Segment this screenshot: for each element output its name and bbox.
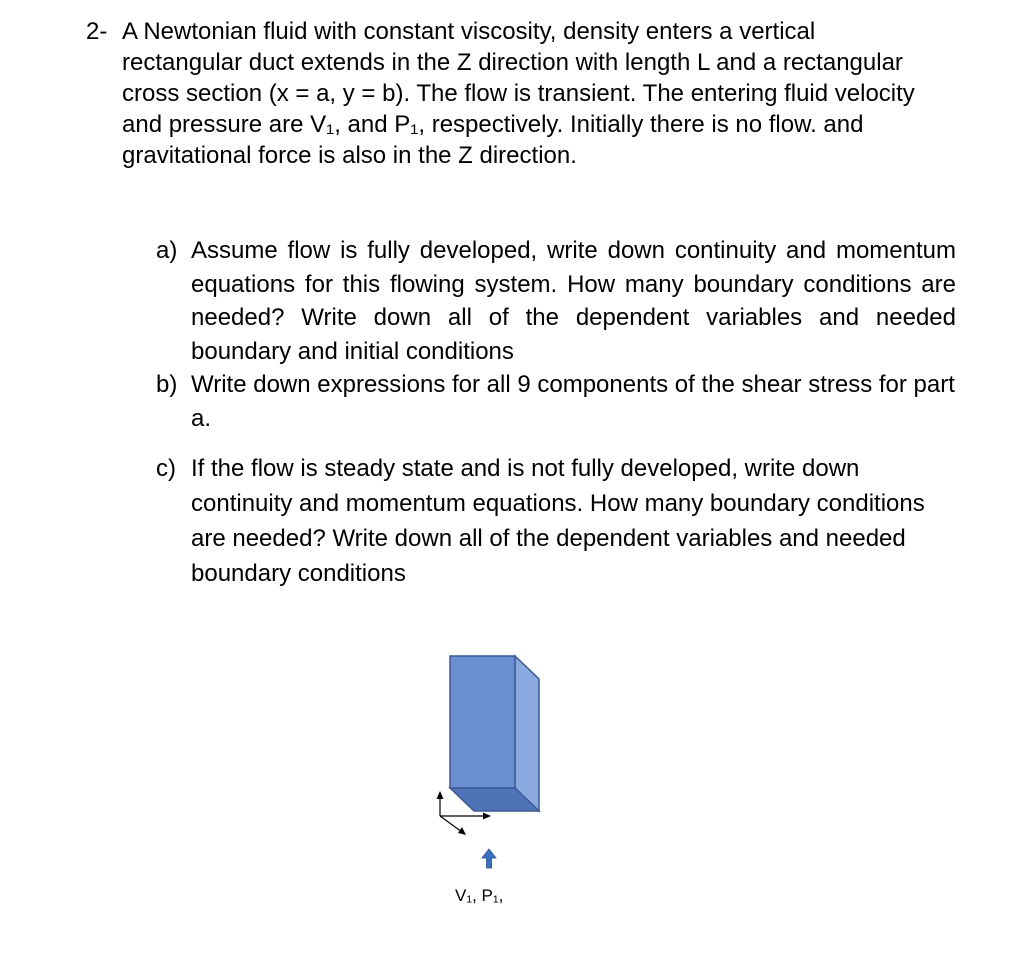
part-b-text: Write down expressions for all 9 components of the shear stress for part a.: [191, 371, 955, 432]
part-a-label: a): [156, 237, 178, 264]
z-axis-arrowhead: [437, 791, 444, 799]
part-b-label: b): [156, 371, 178, 398]
part-a-text: Assume flow is fully developed, write down continuity and momentum equations for this flowing system. How many boundary conditions are needed? Write down all of the dependent variables and needed boundary and initial conditions: [191, 237, 956, 365]
duct-front-face: [450, 656, 515, 788]
part-c-label: c): [156, 455, 176, 482]
y-axis-arrowhead: [458, 827, 466, 835]
x-axis-arrowhead: [483, 813, 491, 820]
part-c-text: If the flow is steady state and is not fully developed, write down continuity and momentum equations. How many boundary conditions are needed? Write down all of the dependent variables and needed boundary conditions: [191, 455, 925, 587]
y-axis-line: [440, 816, 462, 832]
inlet-conditions-label: V₁, P₁,: [455, 886, 504, 905]
inlet-flow-arrow-icon: [482, 849, 496, 868]
duct-side-face: [515, 656, 539, 811]
problem-number: 2-: [86, 18, 108, 45]
problem-text: A Newtonian fluid with constant viscosity, density enters a vertical rectangular duct extends in the Z direction with length L and a rectangular cross section (x = a, y = b). The flow is transient. The entering fluid velocity and pressure are V₁, and P₁, respectively. Initially there is no flow. and gravitational force is also in the Z direction.: [122, 18, 915, 169]
